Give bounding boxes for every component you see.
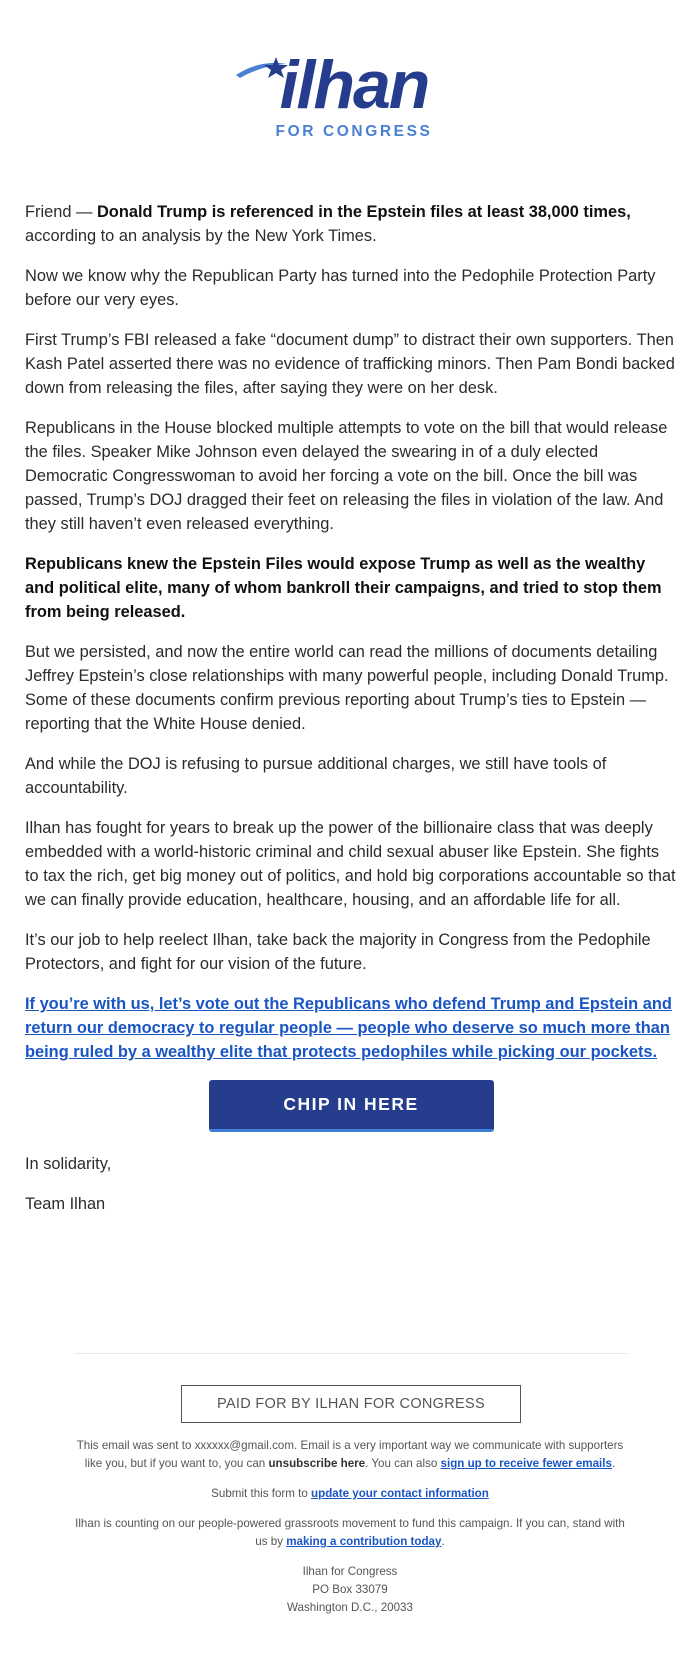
paragraph-2: Now we know why the Republican Party has turned into the Pedophile Protection Party before our very eyes. xyxy=(25,267,656,309)
footer-email-notice: This email was sent to xxxxxx@gmail.com. Email is a very important way we communicate with supporters like you, but if you want to, you can unsubscribe here. You can also sign up to receive fewer emails. xyxy=(76,1439,624,1470)
paragraph-5-bold: Republicans knew the Epstein Files would expose Trump as well as the wealthy and political elite, many of whom bankroll their campaigns, and tried to stop them from being released. xyxy=(25,555,662,621)
signoff xyxy=(25,1152,677,1216)
footer-fund-notice: Ilhan is counting on our people-powered grassroots movement to fund this campaign. If you can, stand with us by making a contribution today. xyxy=(75,1517,625,1548)
paragraph-4: Republicans in the House blocked multiple attempts to vote on the bill that would release the files. Speaker Mike Johnson even delayed the swearing in of a duly elected Democratic Congresswoman to avoid her forcing a vote on the bill. Once the bill was passed, Trump’s DOJ dragged their feet on releasing the files in violation of the law. And they still haven’t even released everything. xyxy=(25,419,668,533)
recipient-email: xxxxxx@gmail.com xyxy=(194,1439,295,1452)
intro-highlight: Donald Trump is referenced in the Epstein files at least 38,000 times, xyxy=(96,203,631,221)
paragraph-9: It’s our job to help reelect Ilhan, take back the majority in Congress from the Pedophile Protectors, and fight for our vision of the future. xyxy=(25,931,651,973)
footer-address: Ilhan for Congress PO Box 33079 Washington D.C., 20033 xyxy=(287,1565,413,1614)
footer-divider xyxy=(75,1353,627,1354)
cta-link[interactable]: If you’re with us, let’s vote out the Republicans who defend Trump and Epstein and return our democracy to regular people — people who deserve so much more than being ruled by a wealthy elite that protects pedophiles while picking our pockets. xyxy=(25,995,672,1061)
update-contact-link[interactable]: update your contact information xyxy=(311,1487,489,1500)
logo-subtitle: FOR CONGRESS xyxy=(275,123,433,140)
footer-form-notice: Submit this form to update your contact information xyxy=(211,1487,489,1500)
paid-for-disclaimer: PAID FOR BY ILHAN FOR CONGRESS xyxy=(181,1385,521,1423)
signoff-text: In solidarity, xyxy=(25,1155,112,1173)
button-row xyxy=(25,1080,677,1132)
unsubscribe-link[interactable]: unsubscribe here xyxy=(268,1457,366,1470)
logo xyxy=(0,44,700,144)
fewer-emails-link[interactable]: sign up to receive fewer emails xyxy=(440,1457,612,1470)
chip-in-button[interactable]: CHIP IN HERE xyxy=(209,1080,494,1132)
paragraph-8: Ilhan has fought for years to break up the power of the billionaire class that was deeply embedded with a world-historic criminal and child sexual abuser like Epstein. She fights to tax the rich, get big money out of politics, and hold big corporations accountable so that we can finally provide education, healthcare, housing, and an affordable life for all. xyxy=(25,819,676,909)
paragraph-intro: Friend — Donald Trump is referenced in the Epstein files at least 38,000 times, according to an analysis by the New York Times. xyxy=(25,203,631,245)
contribution-link[interactable]: making a contribution today xyxy=(286,1535,442,1548)
logo-wordmark: ilhan xyxy=(279,47,429,123)
paragraph-6: But we persisted, and now the entire world can read the millions of documents detailing Jeffrey Epstein’s close relationships with many powerful people, including Donald Trump. Some of these documents confirm previous reporting about Trump’s ties to Epstein — reporting that the White House denied. xyxy=(25,643,669,733)
footer xyxy=(70,1437,630,1629)
logo-mark xyxy=(230,44,470,144)
paragraph-7: And while the DOJ is refusing to pursue additional charges, we still have tools of accountability. xyxy=(25,755,607,797)
email-body xyxy=(25,200,677,1232)
signature: Team Ilhan xyxy=(25,1195,106,1213)
paragraph-3: First Trump’s FBI released a fake “document dump” to distract their own supporters. Then Kash Patel asserted there was no evidence of trafficking minors. Then Pam Bondi backed down from releasing the files, after saying they were on her desk. xyxy=(25,331,675,397)
